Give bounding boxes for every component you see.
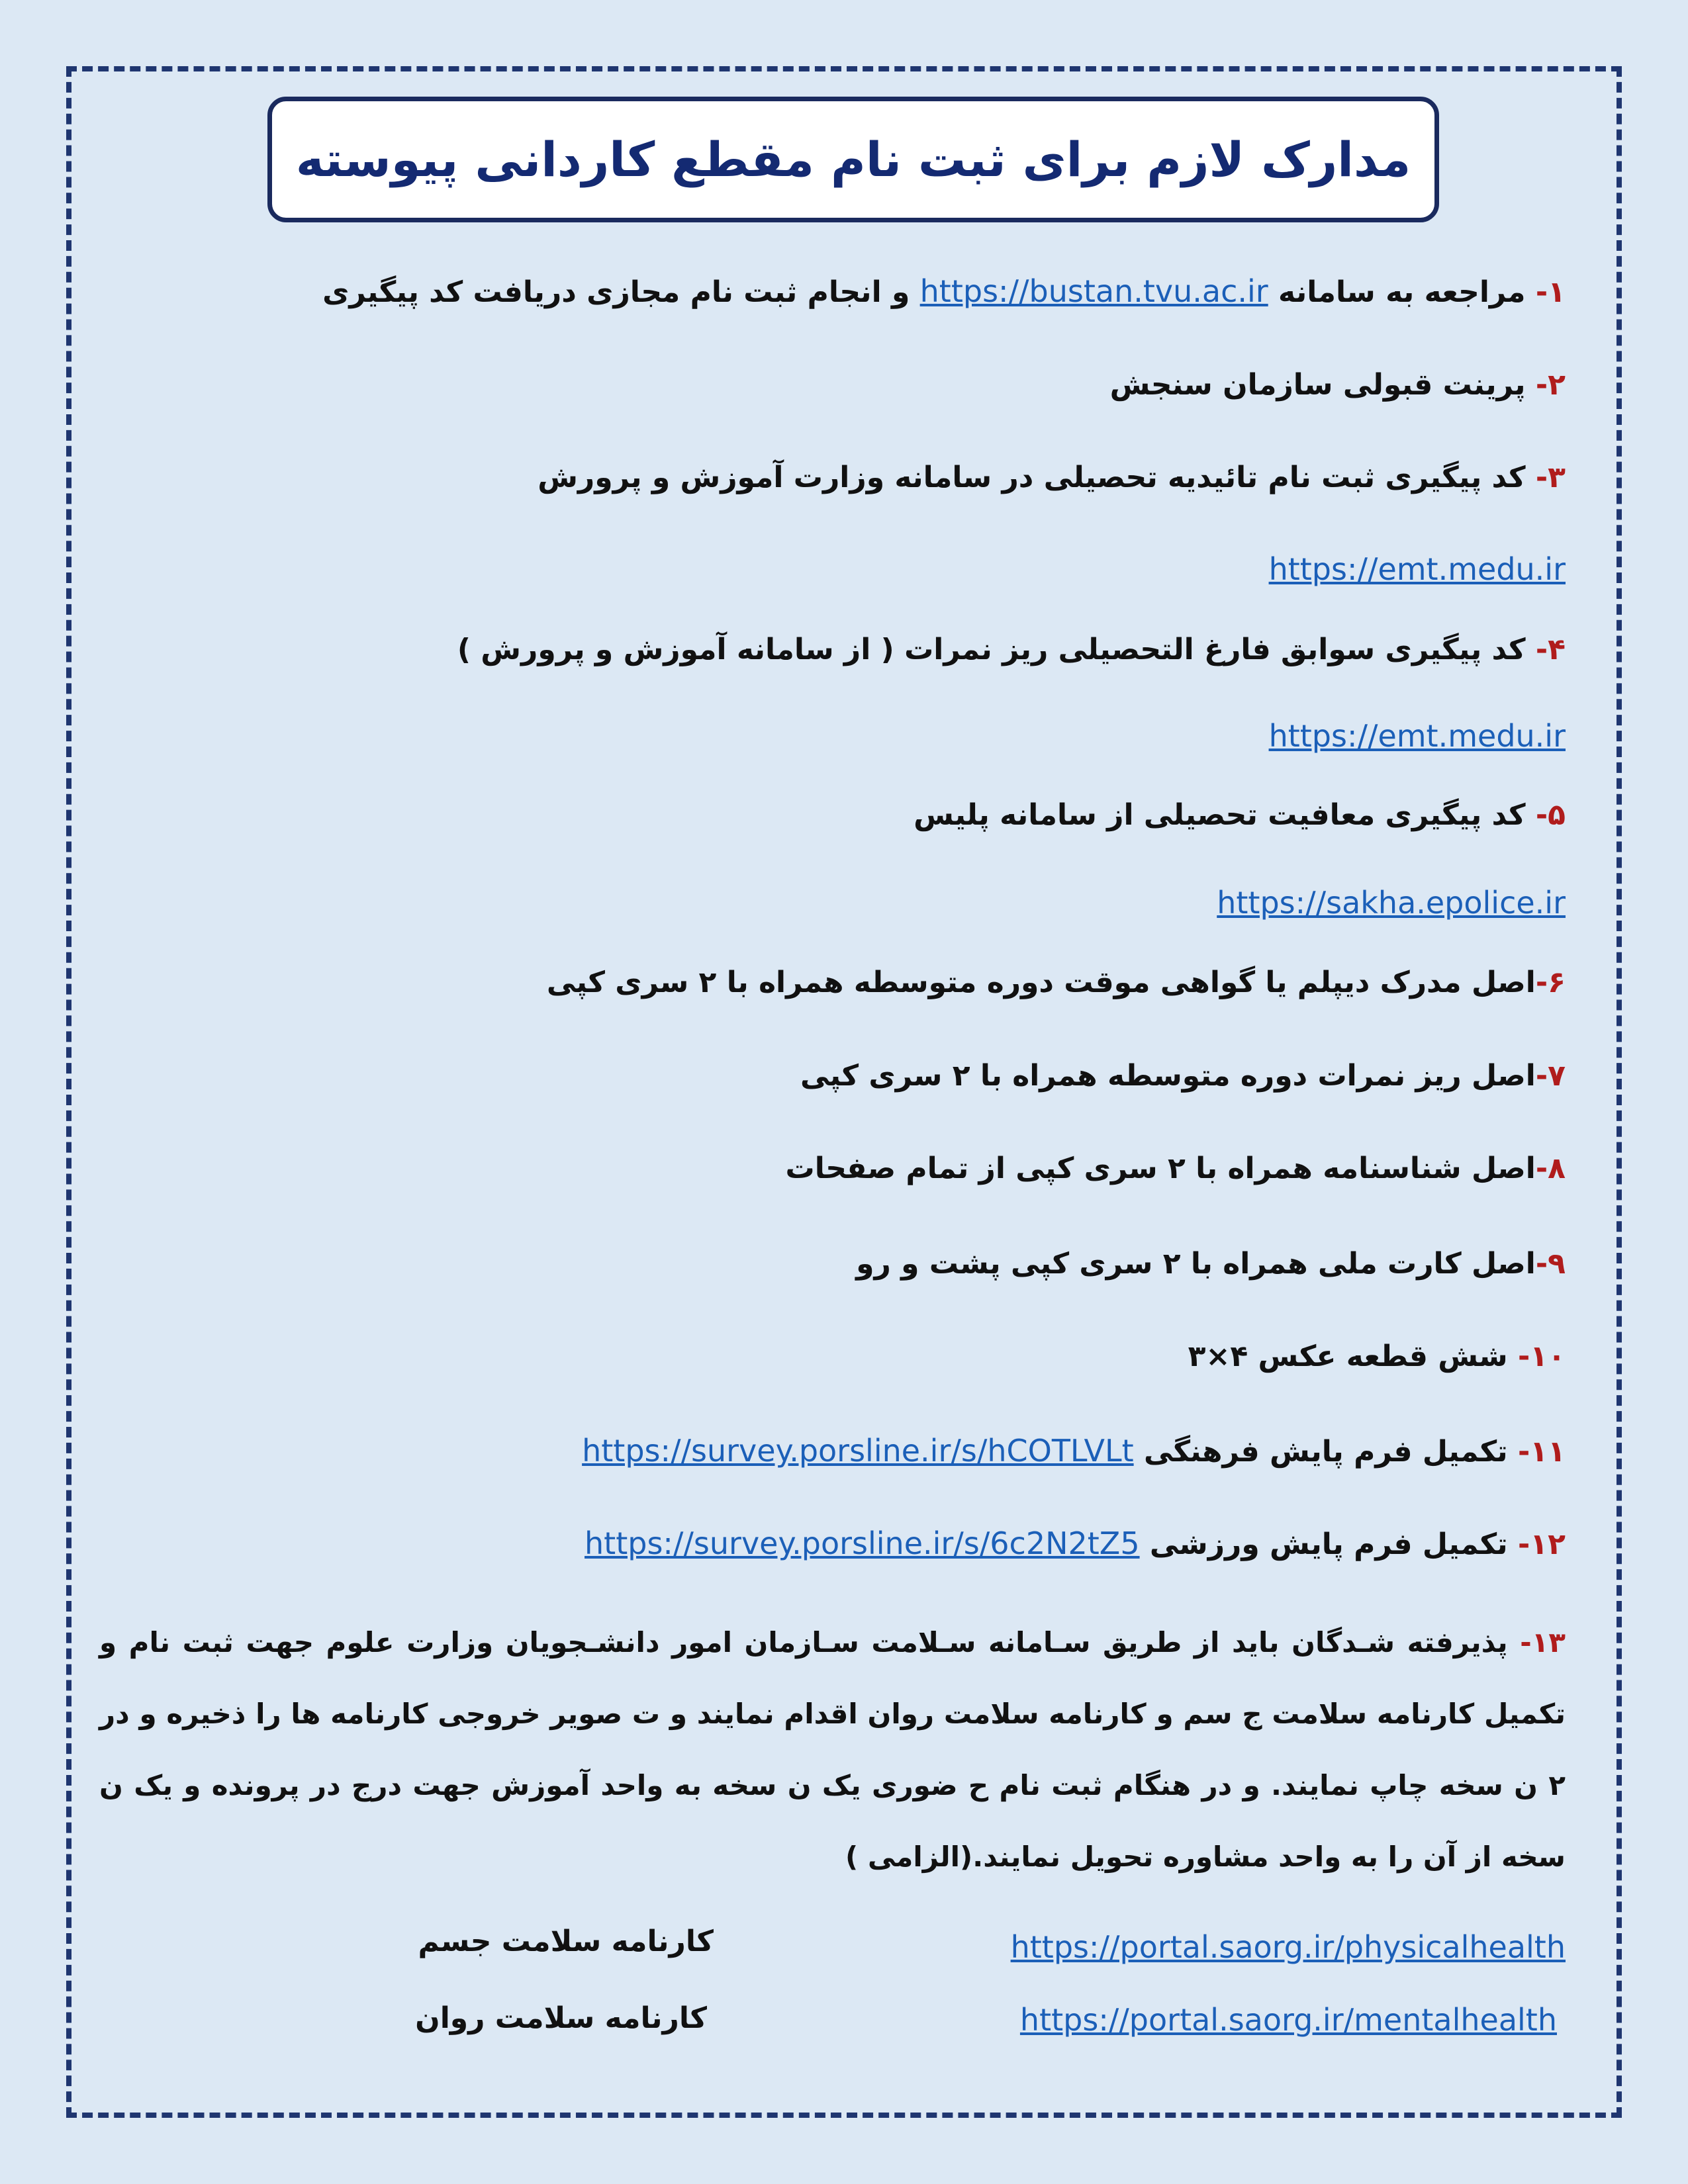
item-4-link-row: [1269, 716, 1566, 763]
item-text: اصل ریز نمرات دوره متوسطه همراه با ۲ سری کپی: [800, 1059, 1536, 1093]
item-9: [856, 1244, 1566, 1284]
mental-health-link[interactable]: https://portal.saorg.ir/mentalhealth: [1019, 2002, 1557, 2038]
item-text: شش قطعه عکس ۴×۳: [1188, 1340, 1519, 1373]
item-6: [547, 963, 1566, 1003]
item-5: [914, 796, 1566, 835]
item-5-link-row: [1217, 883, 1566, 930]
item-text: اصل شناسنامه همراه با ۲ سری کپی از تمام صفحات: [785, 1152, 1536, 1185]
mental-health-label: کارنامه سلامت روان: [415, 2001, 707, 2035]
item-number: ۱-: [1535, 275, 1566, 309]
item-text: اصل کارت ملی همراه با ۲ سری کپی پشت و رو: [856, 1247, 1536, 1281]
emt-link[interactable]: https://emt.medu.ir: [1268, 551, 1566, 587]
item-11: [582, 1431, 1566, 1472]
item-text: کد پیگیری سوابق فارغ التحصیلی ریز نمرات ( از سامانه آموزش و پرورش ): [457, 633, 1536, 666]
emt-link[interactable]: https://emt.medu.ir: [1268, 718, 1566, 754]
item-2: [1110, 365, 1566, 405]
bustan-link[interactable]: https://bustan.tvu.ac.ir: [919, 273, 1268, 309]
physical-health-label: کارنامه سلامت جسم: [418, 1925, 714, 1958]
item-number: ۳-: [1535, 461, 1566, 494]
item-text: مراجعه به سامانه: [1268, 275, 1536, 309]
cultural-survey-link[interactable]: https://survey.porsline.ir/s/hCOTLVLt: [582, 1433, 1134, 1469]
sports-survey-link[interactable]: https://survey.porsline.ir/s/6c2N2tZ5: [585, 1525, 1140, 1561]
epolice-link[interactable]: https://sakha.epolice.ir: [1217, 885, 1566, 921]
item-number: ۹-: [1535, 1247, 1566, 1281]
item-text: و انجام ثبت نام مجازی دریافت کد پیگیری: [322, 275, 920, 309]
item-number: ۶-: [1535, 966, 1566, 999]
item-12: [585, 1524, 1566, 1565]
item-number: ۱۱-: [1518, 1435, 1566, 1469]
item-number: ۲-: [1535, 368, 1566, 402]
item-13: [99, 1607, 1566, 1893]
item-3: [538, 458, 1566, 498]
item-text: اصل مدرک دیپلم یا گواهی موقت دوره متوسطه همراه با ۲ سری کپی: [546, 966, 1536, 999]
mental-health-link-row: [1020, 2000, 1557, 2047]
page-title: مدارک لازم برای ثبت نام مقطع کاردانی پیوسته: [295, 132, 1411, 187]
item-7: [800, 1056, 1566, 1096]
item-text: پرینت قبولی سازمان سنجش: [1109, 368, 1536, 402]
item-8: [785, 1149, 1566, 1189]
item-number: ۱۲-: [1518, 1527, 1566, 1561]
item-10: [1188, 1337, 1566, 1377]
item-text: تکمیل فرم پایش ورزشی: [1139, 1527, 1519, 1561]
item-number: ۱۳-: [1520, 1626, 1566, 1659]
physical-health-link[interactable]: https://portal.saorg.ir/physicalhealth: [1010, 1929, 1566, 1965]
item-number: ۸-: [1535, 1152, 1566, 1185]
physical-health-link-row: [1011, 1927, 1566, 1974]
item-number: ۴-: [1535, 633, 1566, 666]
title-box: [267, 97, 1439, 222]
item-number: ۵-: [1535, 798, 1566, 832]
item-4: [457, 630, 1566, 670]
item-text: کد پیگیری معافیت تحصیلی از سامانه پلیس: [914, 798, 1536, 832]
item-text: کد پیگیری ثبت نام تائیدیه تحصیلی در سامانه وزارت آموزش و پرورش: [538, 461, 1536, 494]
item-number: ۱۰-: [1518, 1340, 1566, 1373]
item-1: [322, 271, 1566, 312]
item-3-link-row: [1269, 549, 1566, 596]
item-text: پذیرفته شـدگان باید از طریق سـامانه سـلامت سـازمان امور دانشـجویان وزارت علوم جهت ثبت نام و تکمیل کارنامه سلامت ج سم و کارنامه سلامت روان اقدام نمایند و ت صویر خروجی کارنامه ها را ذخیره و در ۲ ن سخه چاپ نمایند. و در هنگام ثبت نام ح ضوری یک ن سخه به واحد آموزش جهت درج در پرونده و یک ن سخه از آن را به واحد مشاوره تحویل نمایند.(الزامی ): [99, 1626, 1566, 1873]
item-number: ۷-: [1535, 1059, 1566, 1093]
item-text: تکمیل فرم پایش فرهنگی: [1133, 1435, 1519, 1469]
